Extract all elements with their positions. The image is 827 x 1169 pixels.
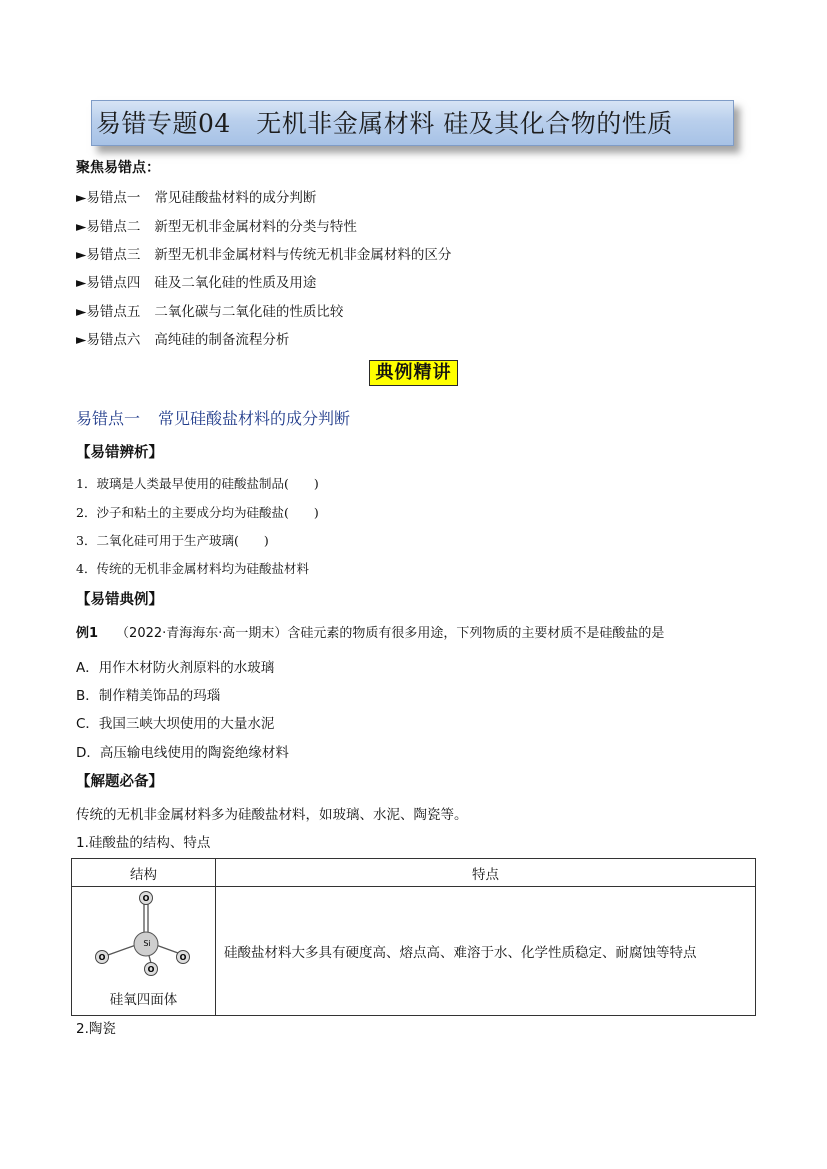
focus-item-text: 二氧化碳与二氧化硅的性质比较 bbox=[154, 304, 344, 320]
structure-cell bbox=[72, 887, 216, 1016]
example-heading: 【易错典例】 bbox=[76, 592, 163, 608]
essentials-sub2: 2.陶瓷 bbox=[76, 1021, 116, 1037]
silicate-table bbox=[71, 858, 756, 1016]
table-row bbox=[72, 887, 756, 1016]
focus-item bbox=[76, 271, 316, 291]
analysis-item: 3．二氧化硅可用于生产玻璃( ) bbox=[76, 533, 269, 548]
focus-item-text: 常见硅酸盐材料的成分判断 bbox=[154, 190, 317, 206]
option-c: C．我国三峡大坝使用的大量水泥 bbox=[76, 716, 275, 732]
focus-item-key: ►易错点四 bbox=[76, 275, 141, 291]
focus-item-text: 新型无机非金属材料的分类与特性 bbox=[154, 219, 357, 235]
focus-item bbox=[76, 328, 289, 348]
analysis-item: 1．玻璃是人类最早使用的硅酸盐制品( ) bbox=[76, 476, 319, 491]
focus-item-text: 新型无机非金属材料与传统无机非金属材料的区分 bbox=[154, 247, 452, 263]
table-header-structure: 结构 bbox=[72, 859, 216, 887]
atom-label: O bbox=[147, 965, 155, 974]
focus-item-key: ►易错点二 bbox=[76, 219, 141, 235]
feature-cell: 硅酸盐材料大多具有硬度高、熔点高、难溶于水、化学性质稳定、耐腐蚀等特点 bbox=[216, 887, 756, 1016]
option-d: D．高压输电线使用的陶瓷绝缘材料 bbox=[76, 745, 289, 761]
focus-item-key: ►易错点三 bbox=[76, 247, 141, 263]
analysis-heading: 【易错辨析】 bbox=[76, 445, 163, 461]
focus-item bbox=[76, 300, 343, 320]
section-title bbox=[76, 406, 350, 429]
atom-label: O bbox=[98, 953, 106, 962]
option-b: B．制作精美饰品的玛瑙 bbox=[76, 688, 221, 704]
focus-item-key: ►易错点六 bbox=[76, 332, 141, 348]
section-text: 常见硅酸盐材料的成分判断 bbox=[158, 409, 351, 428]
focus-item bbox=[76, 186, 316, 206]
focus-item-key: ►易错点五 bbox=[76, 304, 141, 320]
example-question bbox=[76, 622, 664, 641]
page-title: 易错专题04 无机非金属材料 硅及其化合物的性质 bbox=[96, 109, 673, 138]
focus-item-key: ►易错点一 bbox=[76, 190, 141, 206]
analysis-item: 2．沙子和粘土的主要成分均为硅酸盐( ) bbox=[76, 505, 319, 520]
example-label: 例1 bbox=[76, 626, 99, 641]
table-header-row bbox=[72, 859, 756, 887]
atom-label: Si bbox=[143, 939, 151, 948]
focus-item bbox=[76, 243, 451, 263]
section-key: 易错点一 bbox=[76, 409, 141, 428]
example-badge: 典例精讲 bbox=[369, 360, 458, 386]
example-question-text: （2022·青海海东·高一期末）含硅元素的物质有很多用途，下列物质的主要材质不是硅酸盐的是 bbox=[116, 626, 665, 641]
focus-item bbox=[76, 215, 357, 235]
essentials-intro: 传统的无机非金属材料多为硅酸盐材料，如玻璃、水泥、陶瓷等。 bbox=[76, 807, 468, 823]
atom-label: O bbox=[179, 953, 187, 962]
analysis-item: 4．传统的无机非金属材料均为硅酸盐材料 bbox=[76, 561, 309, 576]
atom-label: O bbox=[142, 894, 150, 903]
focus-heading: 聚焦易错点： bbox=[76, 160, 160, 176]
focus-item-text: 硅及二氧化硅的性质及用途 bbox=[154, 275, 317, 291]
table-header-feature: 特点 bbox=[216, 859, 756, 887]
focus-item-text: 高纯硅的制备流程分析 bbox=[154, 332, 290, 348]
essentials-sub1: 1.硅酸盐的结构、特点 bbox=[76, 835, 211, 851]
option-a: A．用作木材防火剂原料的水玻璃 bbox=[76, 660, 275, 676]
structure-caption: 硅氧四面体 bbox=[109, 992, 178, 1008]
essentials-heading: 【解题必备】 bbox=[76, 774, 163, 790]
